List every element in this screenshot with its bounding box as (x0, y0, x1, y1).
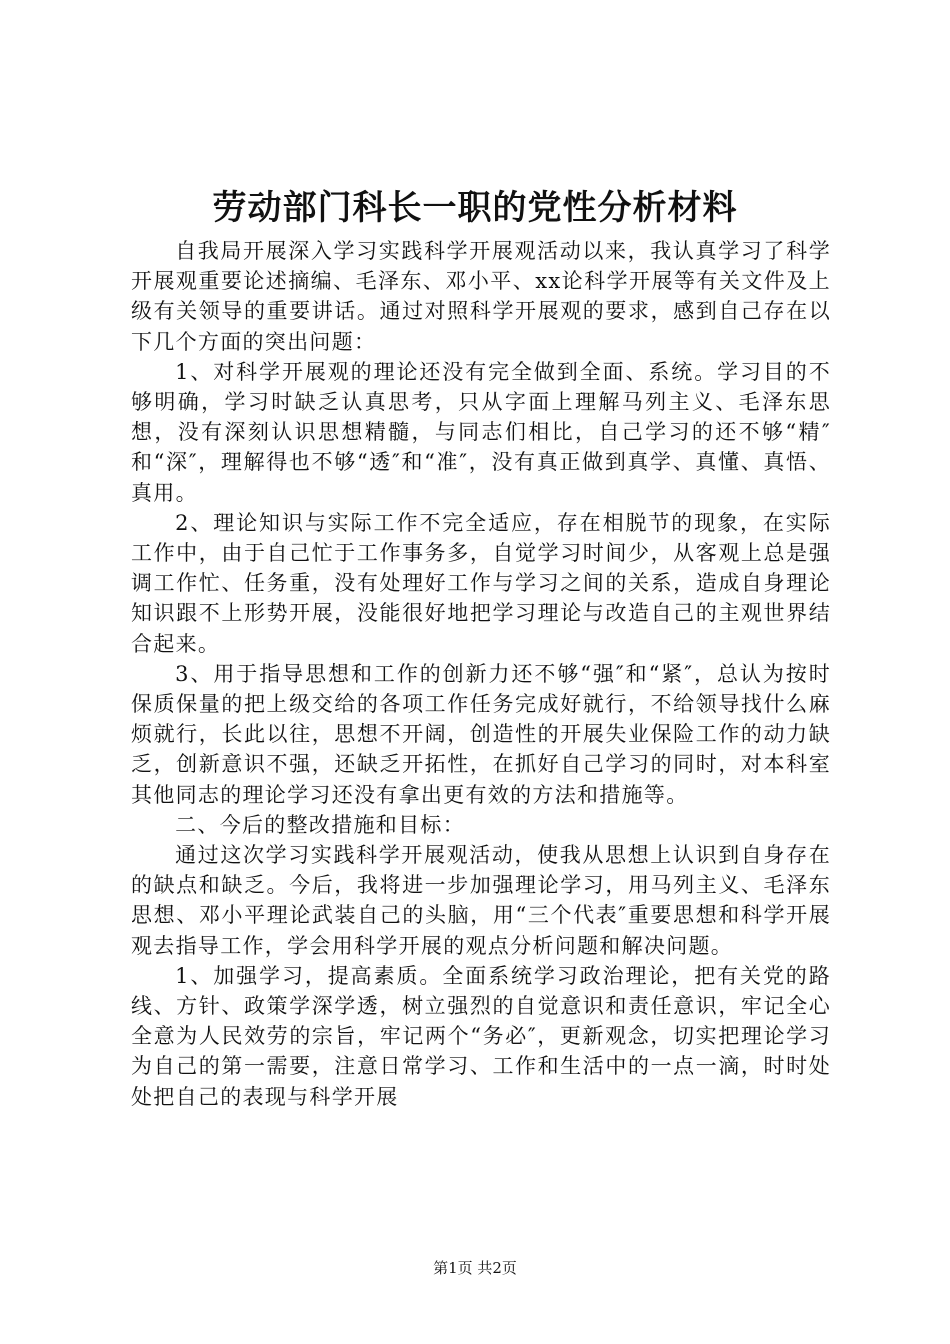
paragraph-problem-2: 2、理论知识与实际工作不完全适应，存在相脱节的现象，在实际工作中，由于自己忙于工作事务多，自觉学习时间少，从客观上总是强调工作忙、任务重，没有处理好工作与学习之间的关系，造成自身理论知识跟不上形势开展，没能很好地把学习理论与改造自己的主观世界结合起来。 (131, 510, 831, 656)
document-body (131, 236, 831, 1112)
section-heading-measures: 二、今后的整改措施和目标： (175, 812, 465, 837)
paragraph-problem-3: 3、用于指导思想和工作的创新力还不够“强″和“紧″，总认为按时保质保量的把上级交给的各项工作任务完成好就行，不给领导找什么麻烦就行，长此以往，思想不开阔，创造性的开展失业保险工作的动力缺乏，创新意识不强，还缺乏开拓性，在抓好自己学习的同时，对本科室其他同志的理论学习还没有拿出更有效的方法和措施等。 (131, 661, 831, 807)
paragraph-measures-intro: 通过这次学习实践科学开展观活动，使我从思想上认识到自身存在的缺点和缺乏。今后，我将进一步加强理论学习，用马列主义、毛泽东思想、邓小平理论武装自己的头脑，用“三个代表″重要思想和科学开展观去指导工作，学会用科学开展的观点分析问题和解决问题。 (131, 843, 831, 958)
document-title: 劳动部门科长一职的党性分析材料 (212, 188, 738, 228)
paragraph-intro: 自我局开展深入学习实践科学开展观活动以来，我认真学习了科学开展观重要论述摘编、毛泽东、邓小平、xx论科学开展等有关文件及上级有关领导的重要讲话。通过对照科学开展观的要求，感到自己存在以下几个方面的突出问题： (131, 239, 831, 354)
paragraph-measure-1: 1、加强学习，提高素质。全面系统学习政治理论，把有关党的路线、方针、政策学深学透，树立强烈的自觉意识和责任意识，牢记全心全意为人民效劳的宗旨，牢记两个“务必″，更新观念，切实把理论学习为自己的第一需要，注意日常学习、工作和生活中的一点一滴，时时处处把自己的表现与科学开展 (131, 963, 831, 1109)
page-footer: 第1页 共2页 (433, 1259, 517, 1277)
paragraph-problem-1: 1、对科学开展观的理论还没有完全做到全面、系统。学习目的不够明确，学习时缺乏认真思考，只从字面上理解马列主义、毛泽东思想，没有深刻认识思想精髓，与同志们相比，自己学习的还不够“精″和“深″，理解得也不够“透″和“准″，没有真正做到真学、真懂、真悟、真用。 (131, 359, 831, 505)
